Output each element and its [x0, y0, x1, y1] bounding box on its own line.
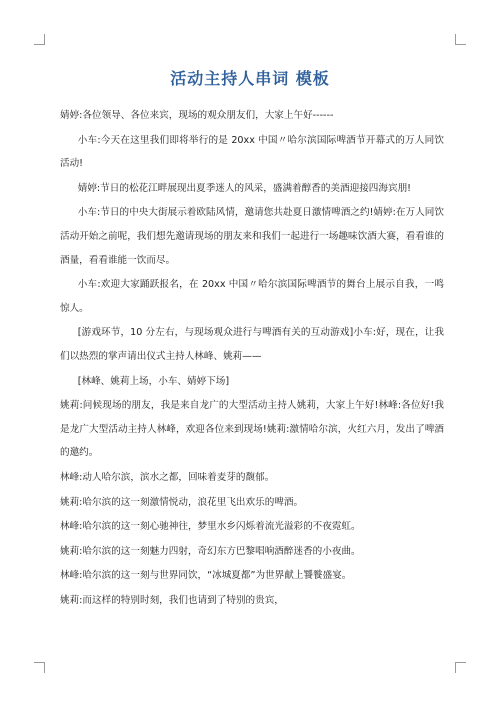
paragraph: 林峰:哈尔滨的这一刻心驰神往，梦里水乡闪烁着流光溢彩的不夜霓虹。	[60, 521, 361, 533]
paragraph: [游戏环节，10 分左右，与现场观众进行与啤酒有关的互动游戏]小车:好，现在，让我们以热烈的掌声请出仪式主持人林峰、姚莉——	[60, 327, 444, 362]
paragraph: 小车:欢迎大家踊跃报名，在 20xx 中国〃哈尔滨国际啤酒节的舞台上展示自我，一鸣惊人。	[60, 279, 444, 314]
paragraph: 姚莉:哈尔滨的这一刻魅力四射，奇幻东方巴黎唱响酒醉迷香的小夜曲。	[60, 545, 361, 557]
paragraph: 姚莉:哈尔滨的这一刻激情悦动，浪花里飞出欢乐的啤酒。	[60, 496, 304, 508]
document-title: 活动主持人串词 模板	[170, 69, 330, 88]
paragraph: 婧婷:各位领导、各位来宾，现场的观众朋友们，大家上午好------	[60, 110, 334, 121]
page-corner-mark-top-left	[34, 34, 45, 45]
paragraph: 姚莉:问候现场的朋友，我是来自龙广的大型活动主持人姚莉，大家上午好!林峰:各位好!我是龙广大型活动主持人林峰，欢迎各位来到现场!姚莉:激情哈尔滨，火红六月，发出了啤酒的邀约。	[60, 400, 444, 459]
page-corner-mark-bottom-left	[34, 662, 45, 673]
paragraph: [林峰、姚莉上场，小车、婧婷下场]	[77, 375, 230, 387]
paragraph: 林峰:动人哈尔滨，滨水之都，回味着麦芽的馥郁。	[60, 471, 275, 483]
paragraph: 小车:节日的中央大街展示着欧陆风情，邀请您共赴夏日激情啤酒之约!婧婷:在万人同饮活动开始之前呢，我们想先邀请现场的朋友来和我们一起进行一场趣味饮酒大赛，看看谁的酒量，看看谁能一饮而尽。	[60, 207, 444, 266]
paragraph: 小车:今天在这里我们即将举行的是 20xx 中国〃哈尔滨国际啤酒节开幕式的万人同饮活动!	[60, 134, 444, 170]
page-corner-mark-top-right	[455, 34, 466, 45]
page-corner-mark-bottom-right	[455, 662, 466, 673]
paragraph: 婧婷:节日的松花江畔展现出夏季迷人的风采，盛满着醇香的美酒迎接四海宾朋!	[77, 182, 412, 194]
document-body	[60, 104, 444, 613]
paragraph: 林峰:哈尔滨的这一刻与世界同饮，“冰城夏都”为世界献上饕餮盛宴。	[60, 570, 352, 582]
paragraph: 姚莉:而这样的特别时刻，我们也请到了特别的贵宾，	[60, 594, 284, 606]
